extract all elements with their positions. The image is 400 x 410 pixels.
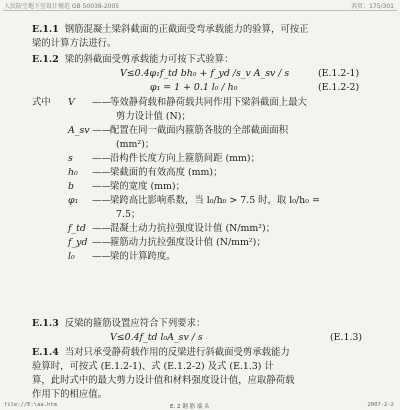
dash: —— <box>92 167 111 178</box>
where-label: 式中 <box>32 97 51 108</box>
symbol: f_yd <box>68 237 88 248</box>
footer-path: file://E:\aa.htm <box>4 402 57 408</box>
paragraph-line: 算，此时式中的最大剪力设计值和材料强度设计值，应取静荷载 <box>32 375 295 386</box>
definition-text: 等效静荷载和静荷载共同作用下梁斜截面上最大 <box>110 97 307 108</box>
definition-text: 7.5； <box>116 209 141 220</box>
equation-tag: (E.1.2-1) <box>318 68 360 79</box>
dash: —— <box>92 181 111 192</box>
symbol: s <box>68 153 73 164</box>
definition-text: (mm²)； <box>116 139 155 150</box>
dash: —— <box>92 97 111 108</box>
definition-text: 梁跨高比影响系数，当 l₀/h₀ > 7.5 时，取 l₀/h₀ = <box>110 195 320 206</box>
header-title: 人民防空地下室设计规范 GB 50038-2005 <box>4 3 120 10</box>
definition-text: 梁的宽度 (mm)； <box>110 181 185 192</box>
symbol: h₀ <box>68 167 78 178</box>
section-number: E.1.4 <box>32 347 59 358</box>
section-number: E.1.2 <box>32 54 59 65</box>
definition-text: 混凝土动力抗拉强度设计值 (N/mm²)； <box>110 223 276 234</box>
dash: —— <box>92 153 111 164</box>
equation-e122: φ₁ = 1 + 0.1 l₀ / h₀ <box>150 82 238 93</box>
dash: —— <box>92 237 111 248</box>
symbol: l₀ <box>68 251 75 262</box>
section-caption: E. 2 钢 筋 端 头 <box>170 404 210 410</box>
section-text: 钢筋混凝土梁斜截面的正截面受弯承载能力的验算，可按正 <box>64 24 309 35</box>
symbol: V <box>68 97 75 108</box>
dash: —— <box>92 125 111 136</box>
equation-e13: V≤0.4f_td l₀A_sv / s <box>110 332 203 343</box>
equation-tag: (E.1.3) <box>330 332 363 343</box>
header-rule <box>3 10 397 11</box>
symbol: φ₁ <box>68 195 79 206</box>
section-number: E.1.1 <box>32 24 59 35</box>
equation-tag: (E.1.2-2) <box>318 82 360 93</box>
definition-text: 箍筋动力抗拉强度设计值 (N/mm²)； <box>110 237 266 248</box>
definition-text: 梁的计算跨度。 <box>110 251 176 262</box>
dash: —— <box>92 195 111 206</box>
definition-text: 剪力设计值 (N)； <box>116 111 191 122</box>
paragraph-line: 作用下的相应值。 <box>32 389 108 400</box>
section-e11-cont: 梁的计算方法进行。 <box>32 38 117 49</box>
section-text: 反梁的箍筋设置应符合下列要求： <box>64 318 206 329</box>
footer-date: 2007-2-2 <box>367 402 394 408</box>
section-number: E.1.3 <box>32 318 59 329</box>
section-text: 当对只承受静荷载作用的反梁进行斜截面受剪承载能力 <box>64 347 290 358</box>
symbol: b <box>68 181 75 192</box>
definition-text: 沿构件长度方向上箍筋间距 (mm)； <box>110 153 260 164</box>
section-e11 <box>32 24 308 36</box>
dash: —— <box>92 223 111 234</box>
definition-text: 配置在同一截面内箍筋各肢的全部截面面积 <box>110 125 289 136</box>
definition-text: 梁截面的有效高度 (mm)； <box>110 167 223 178</box>
section-e13 <box>32 318 205 330</box>
symbol: f_td <box>68 223 86 234</box>
header-page: 共页：175/301 <box>351 3 394 10</box>
symbol: A_sv <box>68 125 90 136</box>
section-e14 <box>32 347 290 359</box>
equation-e121: V≤0.4φ₁f_td bh₀ + f_yd /s_v A_sv / s <box>120 68 290 79</box>
dash: —— <box>92 251 111 262</box>
section-e12 <box>32 54 233 66</box>
section-text: 梁的斜截面受剪承载能力可按下式验算： <box>64 54 234 65</box>
paragraph-line: 验算时，可按式 (E.1.2-1)、式 (E.1.2-2) 及式 (E.1.3) 计 <box>32 361 274 372</box>
